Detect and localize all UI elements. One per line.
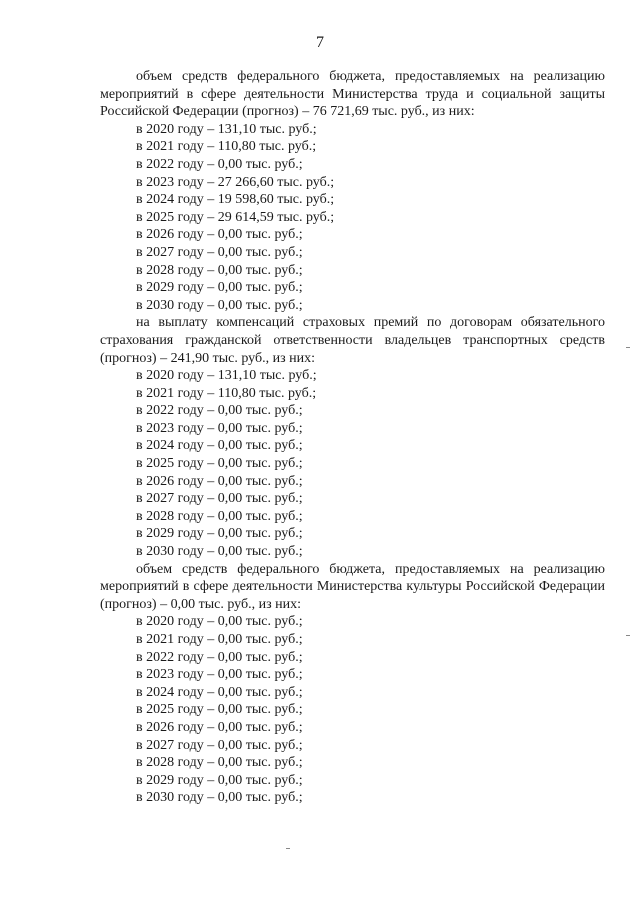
year-line: в 2030 году – 0,00 тыс. руб.;	[136, 790, 303, 806]
section-intro: объем средств федерального бюджета, предоставляемых на реализацию мероприятий в сфере деятельности Министерства труда и социальной защиты Российской Федерации (прогноз) – 76 721,69 тыс. руб., из них:	[100, 69, 605, 120]
year-line: в 2023 году – 27 266,60 тыс. руб.;	[136, 174, 335, 190]
year-line: в 2028 году – 0,00 тыс. руб.;	[136, 508, 303, 524]
scan-artifact	[626, 635, 630, 636]
year-line: в 2024 году – 0,00 тыс. руб.;	[136, 684, 303, 700]
section-intro: объем средств федерального бюджета, предоставляемых на реализацию мероприятий в сфере деятельности Министерства культуры Российской Федерации (прогноз) – 0,00 тыс. руб., из них:	[100, 561, 605, 612]
year-line: в 2030 году – 0,00 тыс. руб.;	[136, 544, 303, 560]
scan-artifact	[286, 848, 290, 849]
year-line: в 2025 году – 0,00 тыс. руб.;	[136, 702, 303, 718]
year-line: в 2023 году – 0,00 тыс. руб.;	[136, 667, 303, 683]
year-line: в 2027 году – 0,00 тыс. руб.;	[136, 244, 303, 260]
year-breakdown-list	[100, 121, 605, 315]
year-line: в 2029 году – 0,00 тыс. руб.;	[136, 526, 303, 542]
year-line: в 2020 году – 0,00 тыс. руб.;	[136, 614, 303, 630]
year-line: в 2024 году – 19 598,60 тыс. руб.;	[136, 192, 335, 208]
section-insurance-compensation	[100, 314, 605, 560]
year-line: в 2021 году – 110,80 тыс. руб.;	[136, 385, 317, 401]
year-line: в 2020 году – 131,10 тыс. руб.;	[136, 368, 317, 384]
year-line: в 2027 году – 0,00 тыс. руб.;	[136, 737, 303, 753]
year-line: в 2028 году – 0,00 тыс. руб.;	[136, 262, 303, 278]
document-body	[100, 68, 605, 807]
year-line: в 2020 году – 131,10 тыс. руб.;	[136, 121, 317, 137]
year-line: в 2023 году – 0,00 тыс. руб.;	[136, 420, 303, 436]
section-labor-ministry-funding	[100, 68, 605, 314]
year-breakdown-list	[100, 613, 605, 807]
year-line: в 2027 году – 0,00 тыс. руб.;	[136, 491, 303, 507]
year-line: в 2025 году – 29 614,59 тыс. руб.;	[136, 209, 335, 225]
scan-artifact	[626, 347, 630, 348]
year-line: в 2029 году – 0,00 тыс. руб.;	[136, 280, 303, 296]
year-line: в 2022 году – 0,00 тыс. руб.;	[136, 403, 303, 419]
year-line: в 2021 году – 110,80 тыс. руб.;	[136, 139, 317, 155]
year-line: в 2026 году – 0,00 тыс. руб.;	[136, 227, 303, 243]
year-line: в 2022 году – 0,00 тыс. руб.;	[136, 649, 303, 665]
section-intro: на выплату компенсаций страховых премий по договорам обязательного страхования гражданской ответственности владельцев транспортных средств (прогноз) – 241,90 тыс. руб., из них:	[100, 315, 605, 366]
year-line: в 2026 году – 0,00 тыс. руб.;	[136, 719, 303, 735]
year-line: в 2026 году – 0,00 тыс. руб.;	[136, 473, 303, 489]
year-line: в 2025 году – 0,00 тыс. руб.;	[136, 456, 303, 472]
year-breakdown-list	[100, 367, 605, 561]
year-line: в 2028 году – 0,00 тыс. руб.;	[136, 755, 303, 771]
year-line: в 2030 году – 0,00 тыс. руб.;	[136, 297, 303, 313]
page-number: 7	[316, 34, 324, 51]
year-line: в 2029 году – 0,00 тыс. руб.;	[136, 772, 303, 788]
year-line: в 2024 году – 0,00 тыс. руб.;	[136, 438, 303, 454]
year-line: в 2021 году – 0,00 тыс. руб.;	[136, 632, 303, 647]
year-line: в 2022 году – 0,00 тыс. руб.;	[136, 156, 303, 172]
section-culture-ministry-funding	[100, 561, 605, 807]
